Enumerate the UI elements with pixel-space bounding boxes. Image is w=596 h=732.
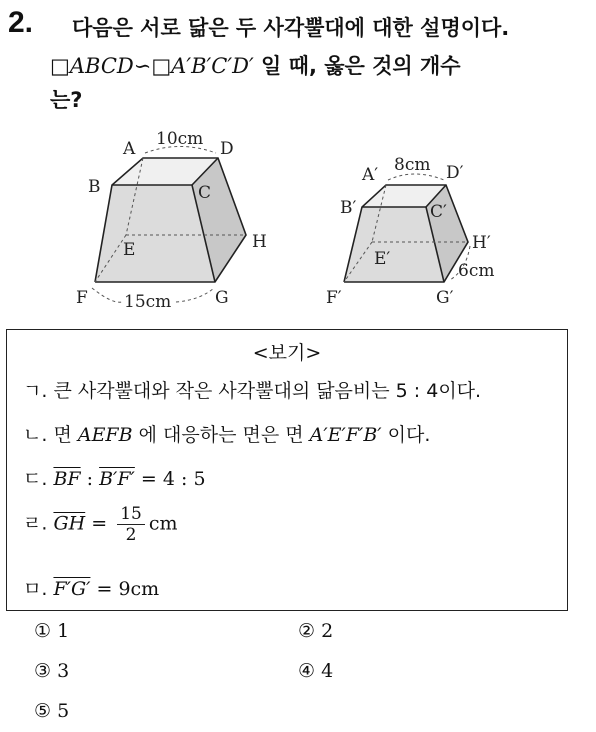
item-2-mark: ㄴ. <box>23 424 48 446</box>
item-4-fraction <box>117 504 145 545</box>
label-H-prime: H′ <box>472 233 491 253</box>
item-1-mark: ㄱ. <box>23 380 48 402</box>
label-E: E <box>123 240 136 260</box>
item-3-segment-1: $\overline{BF}$ <box>53 468 81 490</box>
question-number: 2. <box>8 6 34 39</box>
label-A-prime: A′ <box>362 165 379 185</box>
similarity-expression: □ABCD∽□A′B′C′D′ <box>50 54 254 78</box>
choice-3[interactable]: ③ 3 <box>34 660 70 682</box>
item-2-face: AEFB <box>77 424 133 446</box>
item-2-face-prime: A′E′F′B′ <box>309 424 382 446</box>
choice-4[interactable]: ④ 4 <box>298 660 334 682</box>
label-G: G <box>215 288 229 308</box>
item-2-post: 이다. <box>381 424 431 446</box>
fraction-numerator: 15 <box>117 504 145 525</box>
question-line-1: 다음은 서로 닮은 두 사각뿔대에 대한 설명이다. <box>72 16 510 40</box>
label-A: A <box>123 139 136 159</box>
label-B-prime: B′ <box>340 198 357 218</box>
example-item-5 <box>23 574 159 601</box>
item-3-separator: : <box>80 468 100 490</box>
label-D: D <box>220 139 234 159</box>
examples-box <box>6 329 568 611</box>
top-length-label: 10cm <box>156 129 204 149</box>
question-line-2-text: 일 때, 옳은 것의 개수 <box>253 54 461 78</box>
example-item-1 <box>23 376 481 403</box>
choice-2[interactable]: ② 2 <box>298 620 334 642</box>
label-H: H <box>252 232 267 252</box>
item-5-length: = 9cm <box>90 578 160 600</box>
label-C: C <box>198 183 212 203</box>
example-item-4 <box>23 504 178 545</box>
item-5-mark: ㅁ. <box>23 578 48 600</box>
large-frustum <box>76 129 267 312</box>
item-2-pre: 면 <box>47 424 78 446</box>
item-4-mark: ㄹ. <box>23 512 48 535</box>
item-3-mark: ㄷ. <box>23 468 48 490</box>
label-B: B <box>88 177 101 197</box>
small-side-length-label: 6cm <box>458 261 495 281</box>
frustum-figures <box>0 120 596 320</box>
examples-title: <보기> <box>252 342 322 364</box>
question-line-3: 는? <box>50 88 83 112</box>
item-1-text: 큰 사각뿔대와 작은 사각뿔대의 닮음비는 5 : 4이다. <box>47 380 482 402</box>
choice-1[interactable]: ① 1 <box>34 620 70 642</box>
label-C-prime: C′ <box>430 202 447 222</box>
small-top-length-label: 8cm <box>394 155 431 175</box>
label-E-prime: E′ <box>374 249 391 269</box>
item-3-segment-2: B′F′ <box>99 468 135 490</box>
choice-5[interactable]: ⑤ 5 <box>34 700 70 722</box>
example-item-2 <box>23 420 430 447</box>
label-F: F <box>76 288 88 308</box>
bottom-length-label: 15cm <box>124 292 172 312</box>
item-2-mid: 에 대응하는 면은 면 <box>132 424 310 446</box>
small-frustum <box>326 155 494 308</box>
item-5-segment: F′G′ <box>53 578 91 600</box>
item-4-unit: cm <box>148 512 178 535</box>
question-line-2 <box>50 50 461 80</box>
fraction-denominator: 2 <box>125 525 137 545</box>
label-F-prime: F′ <box>326 288 342 308</box>
item-4-segment: $\overline{GH}$ <box>53 512 86 535</box>
label-G-prime: G′ <box>436 288 454 308</box>
label-D-prime: D′ <box>446 163 464 183</box>
item-4-equals: = <box>85 512 114 535</box>
example-item-3 <box>23 464 206 491</box>
item-3-ratio: = 4 : 5 <box>134 468 206 490</box>
